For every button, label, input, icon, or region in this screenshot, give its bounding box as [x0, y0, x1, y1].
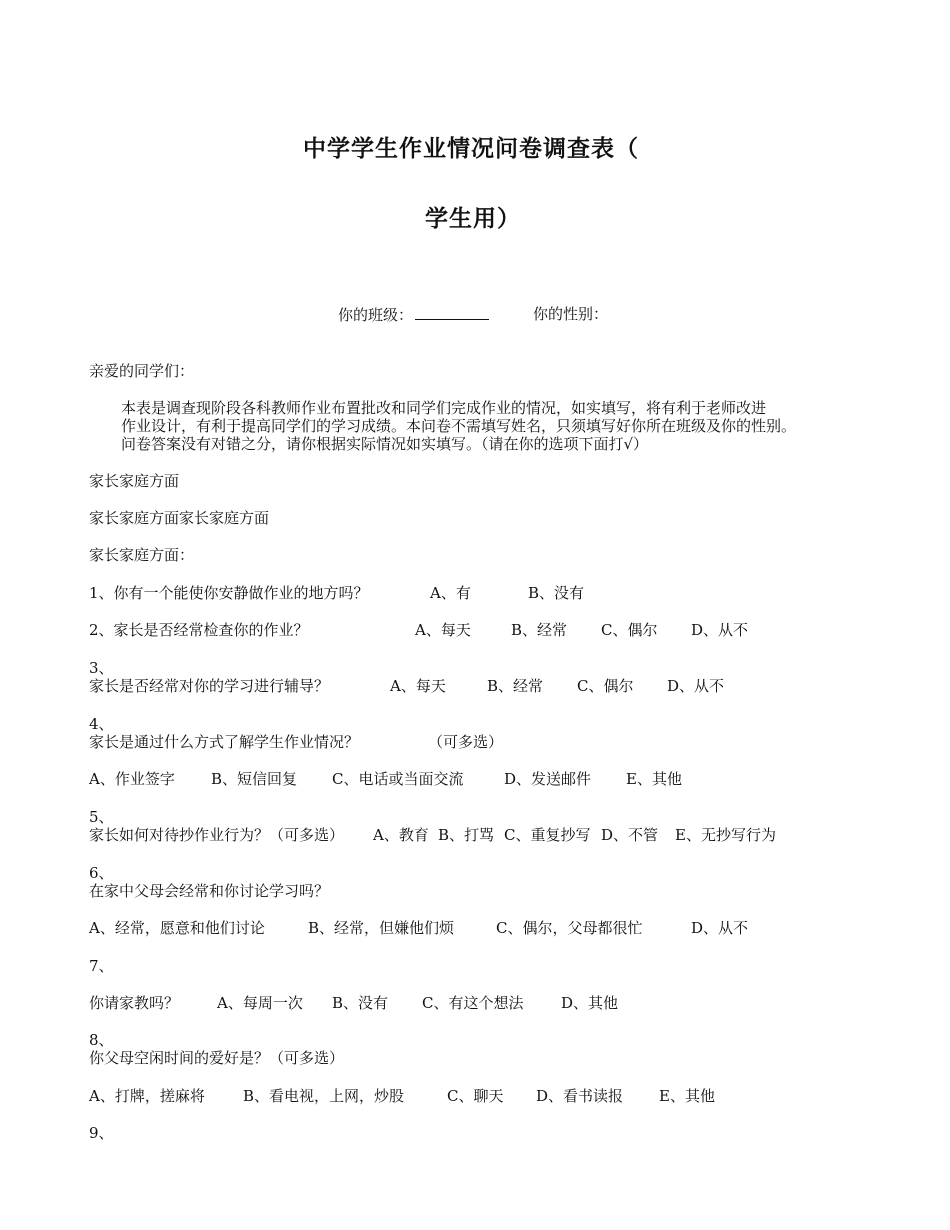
option[interactable]: B、没有	[528, 584, 585, 602]
option[interactable]: C、偶尔	[601, 621, 658, 639]
question-number: 9、	[89, 1124, 114, 1142]
question-note: （可多选）	[428, 733, 504, 751]
question-text: 家长是否经常对你的学习进行辅导？	[89, 677, 330, 695]
class-field	[338, 305, 489, 324]
option[interactable]: B、短信回复	[211, 770, 298, 788]
section-header: 家长家庭方面：	[89, 546, 195, 564]
option[interactable]: A、有	[430, 584, 471, 602]
option[interactable]: B、经常	[487, 677, 544, 695]
option[interactable]: C、偶尔	[577, 677, 634, 695]
question-text: 你有一个能使你安静做作业的地方吗？	[113, 584, 369, 602]
option[interactable]: D、从不	[667, 677, 725, 695]
option[interactable]: D、从不	[691, 919, 749, 937]
question-text: 家长是否经常检查你的作业？	[113, 621, 309, 639]
section-header: 家长家庭方面家长家庭方面	[89, 509, 270, 527]
question-1	[89, 584, 369, 602]
option[interactable]: C、电话或当面交流	[332, 770, 464, 788]
option[interactable]: A、打牌，搓麻将	[89, 1087, 205, 1105]
option[interactable]: D、从不	[691, 621, 749, 639]
option[interactable]: B、打骂	[438, 826, 495, 844]
document-title-line2: 学生用）	[425, 206, 521, 232]
intro-line: 本表是调查现阶段各科教师作业布置批改和同学们完成作业的情况，如实填写，将有利于老师改进	[121, 399, 767, 417]
class-label: 你的班级：	[338, 306, 414, 324]
question-number: 3、	[89, 659, 114, 677]
question-number: 4、	[89, 715, 114, 733]
option[interactable]: C、偶尔，父母都很忙	[496, 919, 643, 937]
question-number: 6、	[89, 864, 114, 882]
class-blank[interactable]	[415, 305, 489, 320]
question-number: 5、	[89, 808, 114, 826]
option[interactable]: B、看电视，上网，炒股	[243, 1087, 405, 1105]
option[interactable]: D、不管	[601, 826, 659, 844]
option[interactable]: C、聊天	[447, 1087, 504, 1105]
question-number: 1、	[89, 584, 114, 602]
greeting: 亲爱的同学们：	[89, 362, 195, 380]
option[interactable]: B、经常	[511, 621, 568, 639]
intro-line: 问卷答案没有对错之分，请你根据实际情况如实填写。（请在你的选项下面打√）	[121, 435, 649, 453]
question-text: 家长如何对待抄作业行为？（可多选）	[89, 826, 345, 844]
question-number: 2、	[89, 621, 114, 639]
question-number: 7、	[89, 957, 114, 975]
option[interactable]: D、其他	[561, 994, 619, 1012]
option[interactable]: A、作业签字	[89, 770, 175, 788]
question-text: 你请家教吗？	[89, 994, 180, 1012]
option[interactable]: E、无抄写行为	[675, 826, 776, 844]
question-text: 家长是通过什么方式了解学生作业情况？	[89, 733, 360, 751]
option[interactable]: B、没有	[332, 994, 389, 1012]
option[interactable]: A、经常，愿意和他们讨论	[89, 919, 265, 937]
option[interactable]: A、教育	[373, 826, 429, 844]
document-title-line1: 中学学生作业情况问卷调查表（	[303, 136, 639, 162]
option[interactable]: D、看书读报	[536, 1087, 624, 1105]
option[interactable]: E、其他	[659, 1087, 715, 1105]
option[interactable]: A、每天	[390, 677, 446, 695]
question-text: 你父母空闲时间的爱好是？（可多选）	[89, 1049, 345, 1067]
option[interactable]: A、每天	[415, 621, 471, 639]
question-text: 在家中父母会经常和你讨论学习吗？	[89, 882, 330, 900]
question-2	[89, 621, 309, 639]
gender-label: 你的性别：	[533, 305, 609, 323]
option[interactable]: C、重复抄写	[504, 826, 591, 844]
question-number: 8、	[89, 1031, 114, 1049]
option[interactable]: C、有这个想法	[422, 994, 524, 1012]
option[interactable]: A、每周一次	[217, 994, 303, 1012]
option[interactable]: E、其他	[626, 770, 682, 788]
option[interactable]: B、经常，但嫌他们烦	[308, 919, 455, 937]
option[interactable]: D、发送邮件	[504, 770, 592, 788]
intro-line: 作业设计，有利于提高同学们的学习成绩。本问卷不需填写姓名，只须填写好你所在班级及你的性别。	[121, 417, 797, 435]
section-header: 家长家庭方面	[89, 472, 180, 490]
